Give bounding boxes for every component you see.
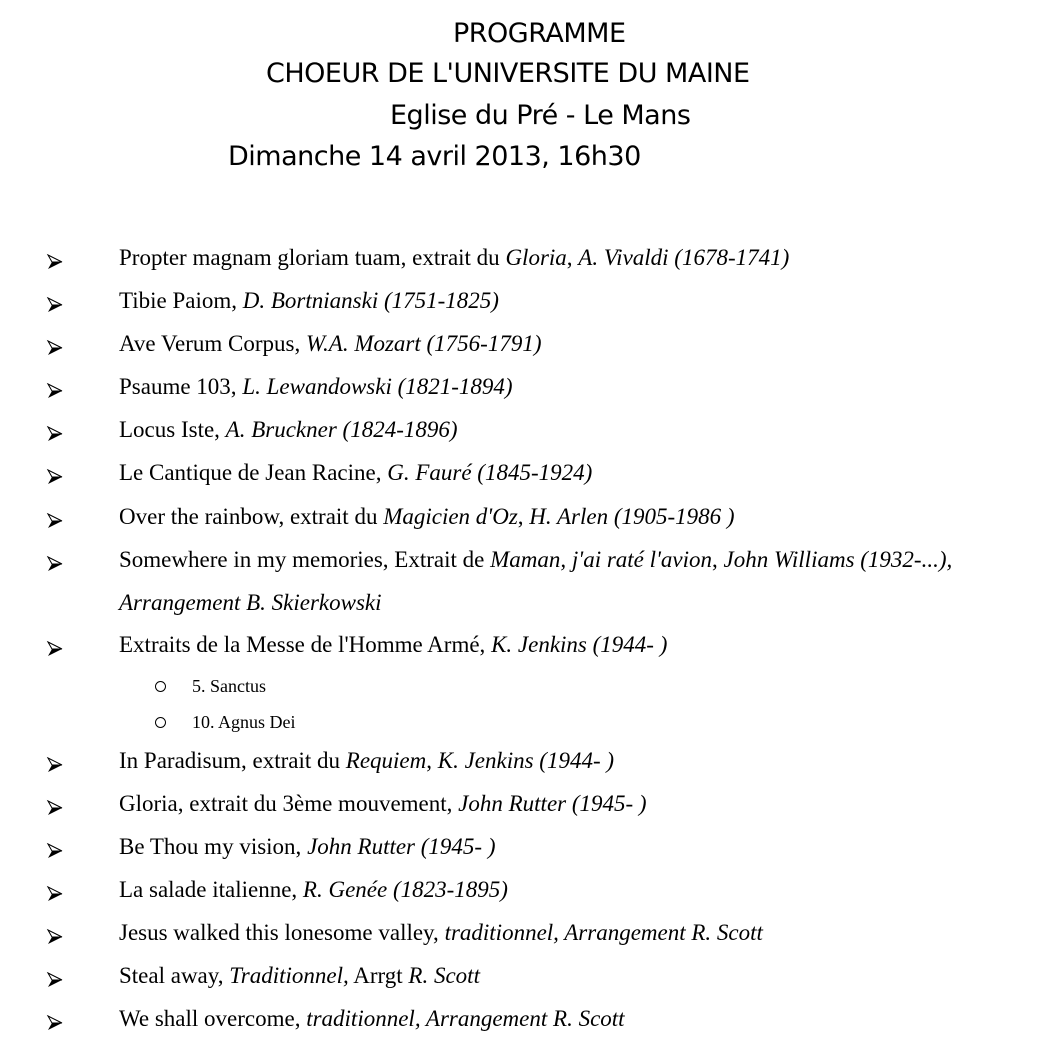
circle-bullet-icon <box>155 681 166 692</box>
composer-or-work: A. Bruckner (1824-1896) <box>225 417 458 442</box>
concert-date: Dimanche 14 avril 2013, 16h30 <box>228 141 641 172</box>
arrow-bullet-icon <box>46 553 64 571</box>
arrow-bullet-icon <box>46 926 64 944</box>
piece-title: In Paradisum, extrait du <box>119 748 346 773</box>
piece-title: We shall overcome, <box>119 1006 307 1031</box>
programme-item-text <box>119 547 952 573</box>
composer-or-work: K. Jenkins (1944- ) <box>491 632 668 657</box>
piece-title: , <box>712 547 724 572</box>
arrow-bullet-icon <box>46 294 64 312</box>
piece-title: Over the rainbow, extrait du <box>119 504 384 529</box>
composer-or-work: John Rutter (1945- ) <box>458 791 647 816</box>
arrow-bullet-icon <box>46 638 64 656</box>
piece-title: , <box>517 504 530 529</box>
composer-or-work: W.A. Mozart (1756-1791) <box>305 331 542 356</box>
circle-bullet-icon <box>155 717 166 728</box>
composer-or-work: Magicien d'Oz <box>383 504 518 529</box>
choir-name: CHOEUR DE L'UNIVERSITE DU MAINE <box>266 58 750 89</box>
composer-or-work: John Rutter (1945- ) <box>307 834 496 859</box>
composer-or-work: A. Vivaldi (1678-1741) <box>578 245 790 270</box>
composer-or-work: R. Genée (1823-1895) <box>302 877 508 902</box>
composer-or-work: D. Bortnianski (1751-1825) <box>242 288 499 313</box>
programme-item-text <box>119 331 542 357</box>
arrow-bullet-icon <box>46 423 64 441</box>
composer-or-work: Gloria <box>505 245 567 270</box>
composer-or-work: traditionnel, Arrangement R. Scott <box>444 920 763 945</box>
composer-or-work: R. Scott <box>408 963 480 988</box>
piece-title: Locus Iste, <box>119 417 226 442</box>
programme-item-text <box>119 834 496 860</box>
arrow-bullet-icon <box>46 251 64 269</box>
programme-item-text <box>119 460 592 486</box>
piece-title: Psaume 103, <box>119 374 243 399</box>
composer-or-work: Requiem <box>345 748 427 773</box>
composer-or-work: Traditionnel, <box>229 963 349 988</box>
piece-title: Extraits de la Messe de l'Homme Armé, <box>119 632 492 657</box>
programme-title: PROGRAMME <box>453 18 626 49</box>
programme-item-text <box>119 1006 625 1032</box>
arrow-bullet-icon <box>46 754 64 772</box>
arrow-bullet-icon <box>46 380 64 398</box>
piece-title: Jesus walked this lonesome valley, <box>119 920 445 945</box>
arrow-bullet-icon <box>46 969 64 987</box>
arrow-bullet-icon <box>46 883 64 901</box>
arrow-bullet-icon <box>46 466 64 484</box>
piece-title: Ave Verum Corpus, <box>119 331 306 356</box>
subitem-text: 5. Sanctus <box>192 676 266 696</box>
composer-or-work: L. Lewandowski (1821-1894) <box>242 374 513 399</box>
programme-item-text <box>119 748 614 774</box>
programme-item-text <box>119 288 499 314</box>
composer-or-work: John Williams (1932-...), <box>723 547 953 572</box>
programme-item-text <box>119 504 735 530</box>
programme-item-text <box>119 920 763 946</box>
piece-title: Propter magnam gloriam tuam, extrait du <box>119 245 506 270</box>
piece-title: Le Cantique de Jean Racine, <box>119 460 388 485</box>
arrow-bullet-icon <box>46 337 64 355</box>
composer-or-work: H. Arlen (1905-1986 ) <box>529 504 735 529</box>
piece-title: Steal away, <box>119 963 230 988</box>
programme-item-text <box>119 374 513 400</box>
programme-item-text <box>119 963 480 989</box>
piece-title: Arrgt <box>348 963 409 988</box>
composer-or-work: G. Fauré (1845-1924) <box>387 460 593 485</box>
piece-title: Tibie Paiom, <box>119 288 243 313</box>
venue: Eglise du Pré - Le Mans <box>390 100 691 131</box>
composer-or-work: Maman, j'ai raté l'avion <box>490 547 713 572</box>
arrow-bullet-icon <box>46 510 64 528</box>
programme-item-text <box>119 877 508 903</box>
arrow-bullet-icon <box>46 1012 64 1030</box>
piece-title: Somewhere in my memories, Extrait de <box>119 547 491 572</box>
programme-item-text <box>119 791 647 817</box>
arrow-bullet-icon <box>46 797 64 815</box>
arrow-bullet-icon <box>46 840 64 858</box>
composer-or-work: K. Jenkins (1944- ) <box>437 748 615 773</box>
piece-title: , <box>426 748 438 773</box>
programme-item-continuation: Arrangement B. Skierkowski <box>119 590 382 615</box>
programme-item-text <box>119 417 458 443</box>
piece-title: Be Thou my vision, <box>119 834 308 859</box>
piece-title: Gloria, extrait du 3ème mouvement, <box>119 791 459 816</box>
piece-title: La salade italienne, <box>119 877 303 902</box>
programme-item-text <box>119 245 789 271</box>
programme-item-text <box>119 632 667 658</box>
composer-or-work: traditionnel, Arrangement R. Scott <box>306 1006 625 1031</box>
piece-title: , <box>566 245 579 270</box>
subitem-text: 10. Agnus Dei <box>192 712 296 732</box>
